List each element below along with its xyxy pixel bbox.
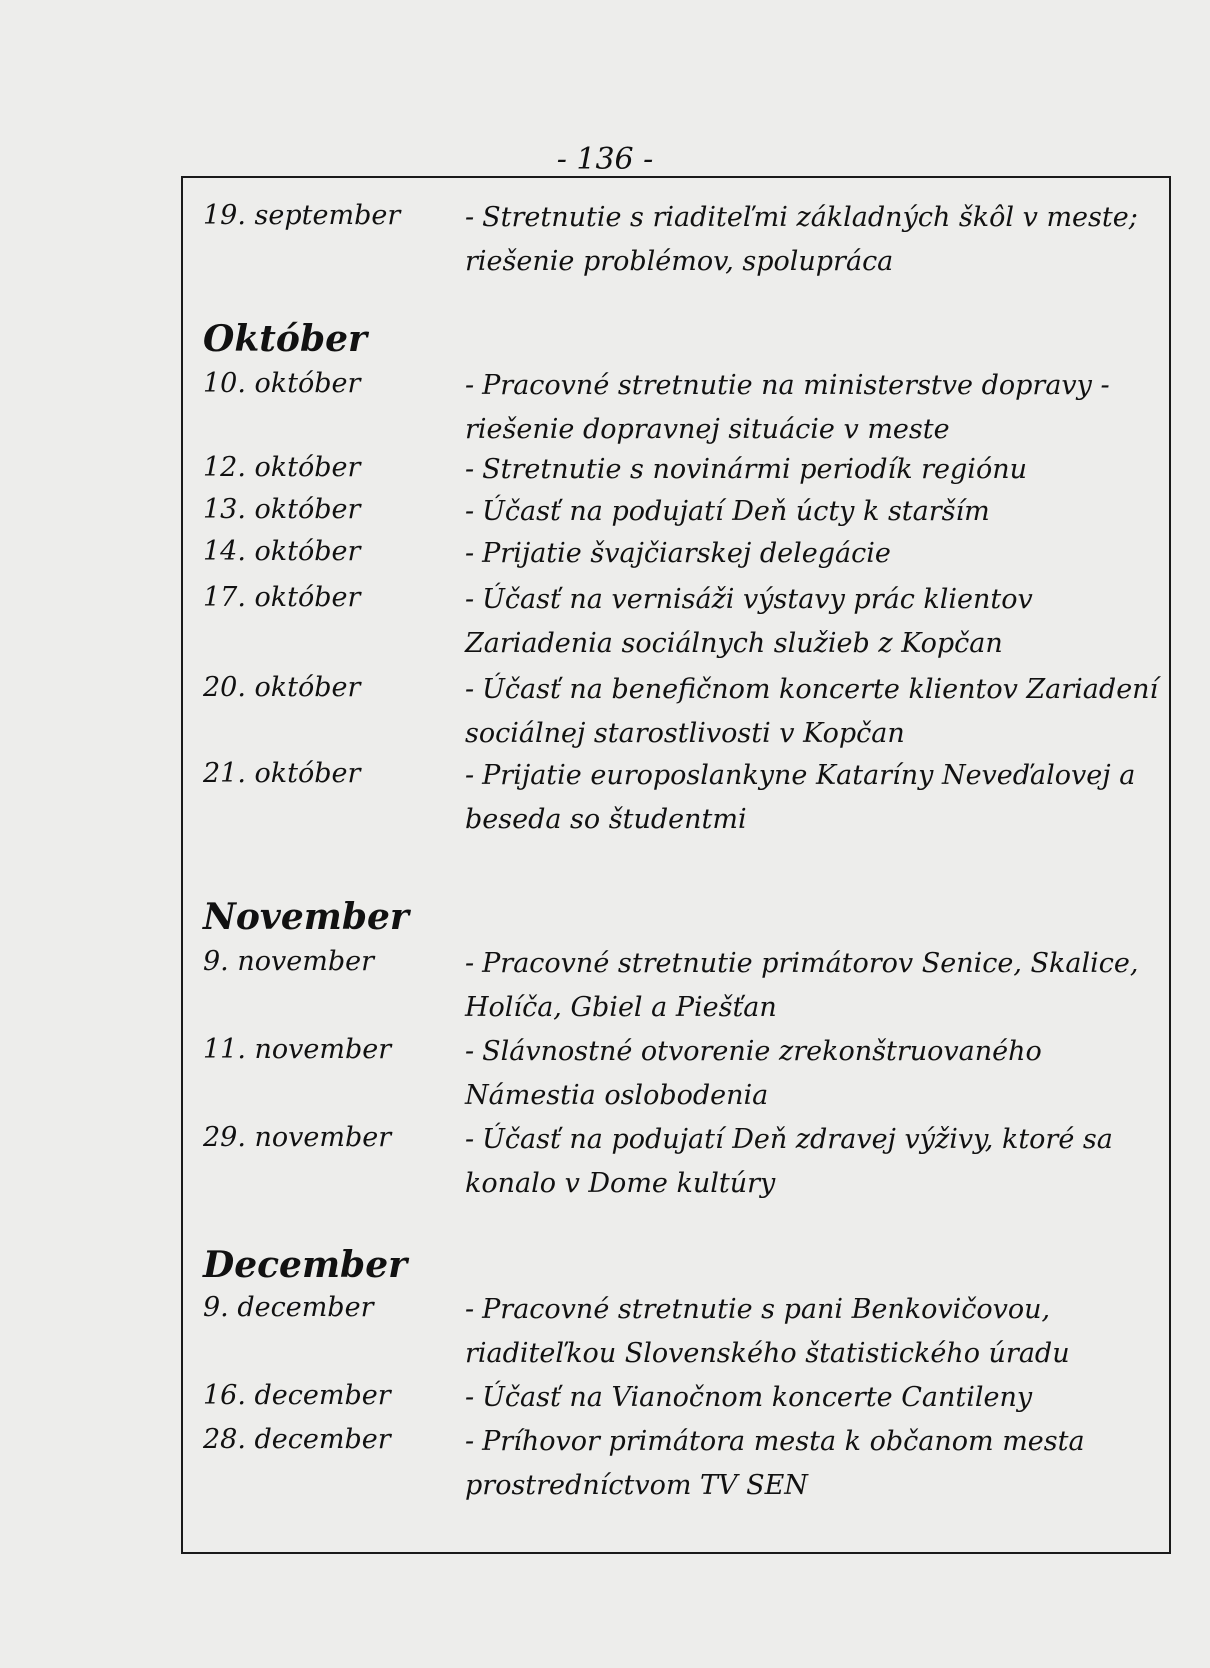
page-number: - 136 -	[556, 142, 654, 177]
entry-date: 28. december	[203, 1424, 391, 1455]
entry-description: - Pracovné stretnutie na ministerstve dopravy - riešenie dopravnej situácie v meste	[465, 370, 1110, 445]
entry-description: - Prijatie švajčiarskej delegácie	[465, 538, 891, 569]
diary-frame	[181, 176, 1171, 1554]
month-heading: November	[203, 896, 409, 938]
entry-description: - Prijatie europoslankyne Kataríny Neveďalovej a beseda so študentmi	[465, 760, 1136, 835]
entry-date: 16. december	[203, 1380, 391, 1411]
entry-date: 11. november	[203, 1034, 392, 1065]
entry-description: - Účasť na benefičnom koncerte klientov Zariadení sociálnej starostlivosti v Kopčan	[465, 674, 1159, 749]
entry-description: - Účasť na podujatí Deň úcty k starším	[465, 496, 990, 527]
entry-description: - Slávnostné otvorenie zrekonštruovaného Námestia oslobodenia	[465, 1036, 1042, 1111]
entry-date: 14. október	[203, 536, 361, 567]
entry-date: 9. november	[203, 946, 374, 977]
entry-description: - Účasť na Vianočnom koncerte Cantileny	[465, 1382, 1033, 1413]
entry-description: - Stretnutie s novinármi periodík regiónu	[465, 454, 1027, 485]
entry-date: 9. december	[203, 1292, 374, 1323]
entry-date: 17. október	[203, 582, 361, 613]
entry-date: 13. október	[203, 494, 361, 525]
entry-date: 12. október	[203, 452, 361, 483]
entry-date: 19. september	[203, 200, 401, 231]
entry-date: 20. október	[203, 672, 361, 703]
month-heading: December	[203, 1244, 408, 1286]
entry-date: 10. október	[203, 368, 361, 399]
month-heading: Október	[203, 318, 367, 360]
entry-description: - Stretnutie s riaditeľmi základných škôl v meste; riešenie problémov, spolupráca	[465, 202, 1138, 277]
entry-description: - Pracovné stretnutie primátorov Senice, Skalice, Holíča, Gbiel a Piešťan	[465, 948, 1139, 1023]
entry-description: - Pracovné stretnutie s pani Benkovičovou, riaditeľkou Slovenského štatistického úradu	[465, 1294, 1070, 1369]
entry-description: - Príhovor primátora mesta k občanom mesta prostredníctvom TV SEN	[465, 1426, 1085, 1501]
entry-date: 21. október	[203, 758, 361, 789]
entry-description: - Účasť na vernisáži výstavy prác klientov Zariadenia sociálnych služieb z Kopčan	[465, 584, 1033, 659]
entry-date: 29. november	[203, 1122, 392, 1153]
entry-description: - Účasť na podujatí Deň zdravej výživy, ktoré sa konalo v Dome kultúry	[465, 1124, 1113, 1199]
